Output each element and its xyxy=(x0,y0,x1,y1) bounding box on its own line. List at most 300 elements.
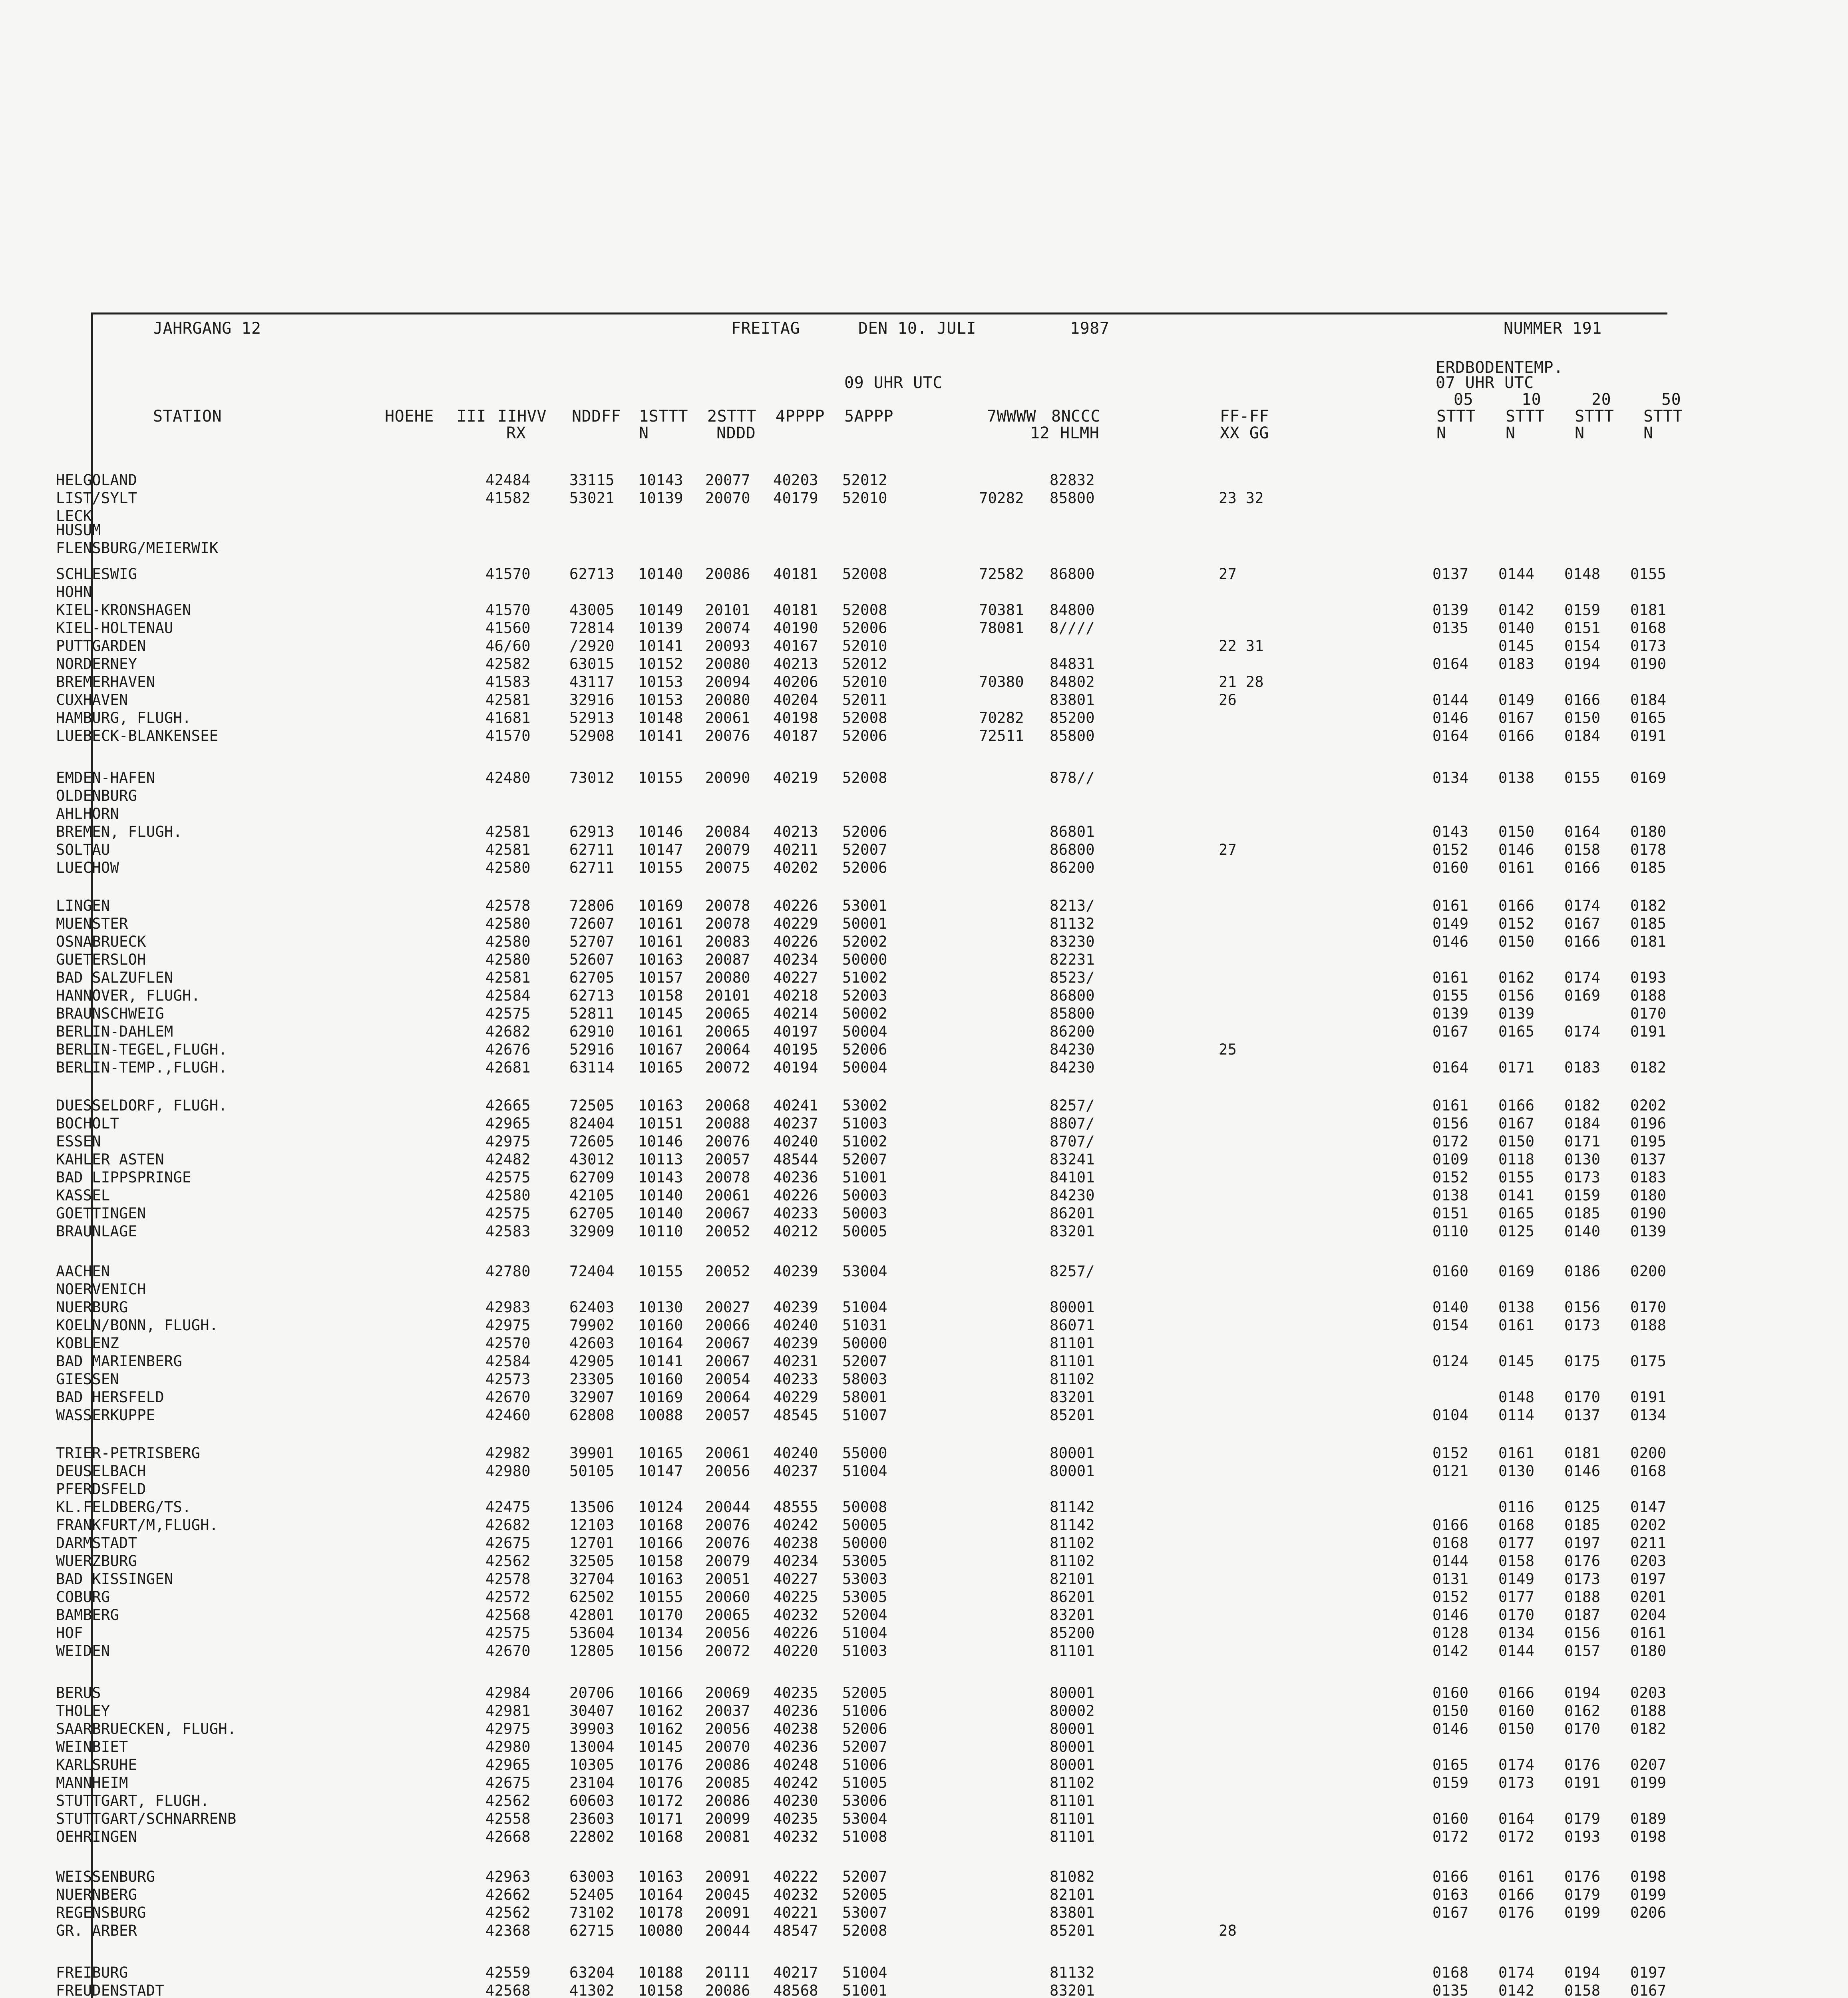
soil-05: 0164 xyxy=(1432,1059,1469,1076)
iihvv: 42575 xyxy=(485,1624,531,1642)
sttt-1: 10147 xyxy=(638,1463,683,1480)
soil-10: 0139 xyxy=(1498,1005,1535,1022)
soil-20: 0176 xyxy=(1564,1552,1601,1570)
station-name: BERLIN-TEMP.,FLUGH. xyxy=(56,1059,227,1076)
station-name: BERLIN-TEGEL,FLUGH. xyxy=(56,1041,227,1058)
iihvv: 42578 xyxy=(485,897,531,914)
ff-ff: 21 28 xyxy=(1219,673,1264,691)
soil-50: 0191 xyxy=(1630,727,1667,744)
soil-50: 0185 xyxy=(1630,859,1667,876)
sttt-2: 20070 xyxy=(705,490,750,507)
sttt-2: 20099 xyxy=(705,1810,750,1827)
year-label: 1987 xyxy=(1070,319,1110,338)
soil-10: 0140 xyxy=(1498,619,1535,637)
soil-05: 0154 xyxy=(1432,1317,1469,1334)
col-subheader-12: 12 xyxy=(1030,424,1050,442)
pppp-4: 40239 xyxy=(773,1335,818,1352)
iihvv: 42580 xyxy=(485,915,531,932)
pppp-4: 48547 xyxy=(773,1922,818,1939)
nddff: 73102 xyxy=(569,1904,615,1921)
nccc-8: 81132 xyxy=(1050,1964,1095,1981)
soil-20: 0185 xyxy=(1564,1205,1601,1222)
soil-05: 0172 xyxy=(1432,1133,1469,1150)
pppp-4: 40233 xyxy=(773,1205,818,1222)
pppp-4: 40227 xyxy=(773,1570,818,1588)
pppp-4: 40167 xyxy=(773,637,818,655)
soil-50: 0200 xyxy=(1630,1263,1667,1280)
appp-5: 52002 xyxy=(842,933,887,950)
pppp-4: 40227 xyxy=(773,969,818,986)
nccc-8: 85800 xyxy=(1050,490,1095,507)
sttt-1: 10161 xyxy=(638,933,683,950)
soil-10: 0145 xyxy=(1498,637,1535,655)
soil-50: 0168 xyxy=(1630,619,1667,637)
soil-05: 0168 xyxy=(1432,1964,1469,1981)
soil-50: 0203 xyxy=(1630,1684,1667,1701)
iihvv: 42682 xyxy=(485,1023,531,1040)
soil-20: 0173 xyxy=(1564,1169,1601,1186)
nddff: 72404 xyxy=(569,1263,615,1280)
nddff: 23104 xyxy=(569,1774,615,1791)
soil-10: 0174 xyxy=(1498,1964,1535,1981)
nddff: 60603 xyxy=(569,1792,615,1809)
sttt-1: 10188 xyxy=(638,1964,683,1981)
nccc-8: 84230 xyxy=(1050,1059,1095,1076)
soil-05: 0124 xyxy=(1432,1353,1469,1370)
soil-05: 0121 xyxy=(1432,1463,1469,1480)
station-name: WEIDEN xyxy=(56,1642,110,1660)
nddff: 53604 xyxy=(569,1624,615,1642)
wwww-7: 70282 xyxy=(979,490,1024,507)
soil-10: 0167 xyxy=(1498,709,1535,726)
soil-50: 0189 xyxy=(1630,1810,1667,1827)
soil-20: 0184 xyxy=(1564,1115,1601,1132)
nddff: 62403 xyxy=(569,1299,615,1316)
nccc-8: 81101 xyxy=(1050,1335,1095,1352)
sttt-1: 10178 xyxy=(638,1904,683,1921)
soil-10: 0125 xyxy=(1498,1223,1535,1240)
sttt-2: 20094 xyxy=(705,673,750,691)
sttt-1: 10163 xyxy=(638,1097,683,1114)
soil-20: 0175 xyxy=(1564,1353,1601,1370)
sttt-2: 20084 xyxy=(705,823,750,840)
depth-50: 50 xyxy=(1661,390,1681,409)
sttt-2: 20044 xyxy=(705,1922,750,1939)
nccc-8: 81102 xyxy=(1050,1774,1095,1791)
soil-20: 0162 xyxy=(1564,1702,1601,1719)
soil-50: 0184 xyxy=(1630,691,1667,708)
nccc-8: 81101 xyxy=(1050,1810,1095,1827)
sttt-2: 20076 xyxy=(705,1516,750,1534)
iihvv: 42682 xyxy=(485,1516,531,1534)
sttt-1: 10162 xyxy=(638,1720,683,1737)
soil-20: 0194 xyxy=(1564,1964,1601,1981)
soil-05: 0144 xyxy=(1432,691,1469,708)
ff-ff: 26 xyxy=(1219,691,1237,708)
appp-5: 53005 xyxy=(842,1588,887,1606)
pppp-4: 40248 xyxy=(773,1756,818,1773)
soil-05: 0146 xyxy=(1432,1720,1469,1737)
station-name: DEUSELBACH xyxy=(56,1463,146,1480)
station-name: AACHEN xyxy=(56,1263,110,1280)
sttt-1: 10156 xyxy=(638,1642,683,1660)
appp-5: 55000 xyxy=(842,1445,887,1462)
soil-50: 0204 xyxy=(1630,1606,1667,1624)
appp-5: 52010 xyxy=(842,673,887,691)
iihvv: 42575 xyxy=(485,1005,531,1022)
station-name: KIEL-HOLTENAU xyxy=(56,619,173,637)
soil-05: 0128 xyxy=(1432,1624,1469,1642)
soil-50: 0198 xyxy=(1630,1828,1667,1845)
soil-10: 0138 xyxy=(1498,1299,1535,1316)
pppp-4: 40187 xyxy=(773,727,818,744)
nccc-8: 82101 xyxy=(1050,1886,1095,1903)
nddff: 62711 xyxy=(569,841,615,858)
soil-05: 0163 xyxy=(1432,1886,1469,1903)
station-name: SAARBRUECKEN, FLUGH. xyxy=(56,1720,237,1737)
sttt-1: 10164 xyxy=(638,1335,683,1352)
nddff: 62502 xyxy=(569,1588,615,1606)
sttt-1: 10088 xyxy=(638,1407,683,1424)
iihvv: 42980 xyxy=(485,1738,531,1755)
nccc-8: 85200 xyxy=(1050,1624,1095,1642)
station-name: GOETTINGEN xyxy=(56,1205,146,1222)
soil-20: 0199 xyxy=(1564,1904,1601,1921)
nddff: 62705 xyxy=(569,969,615,986)
soil-20: 0148 xyxy=(1564,565,1601,583)
sttt-2: 20074 xyxy=(705,619,750,637)
sttt-1: 10155 xyxy=(638,1263,683,1280)
soil-10: 0174 xyxy=(1498,1756,1535,1773)
nccc-8: 80001 xyxy=(1050,1445,1095,1462)
sttt-2: 20056 xyxy=(705,1463,750,1480)
soil-20: 0169 xyxy=(1564,987,1601,1004)
soil-50: 0170 xyxy=(1630,1299,1667,1316)
iihvv: 42965 xyxy=(485,1115,531,1132)
soil-50: 0185 xyxy=(1630,915,1667,932)
pppp-4: 40236 xyxy=(773,1738,818,1755)
sttt-2: 20044 xyxy=(705,1498,750,1516)
soil-10: 0142 xyxy=(1498,1982,1535,1998)
sttt-1: 10080 xyxy=(638,1922,683,1939)
nccc-8: 83230 xyxy=(1050,933,1095,950)
appp-5: 51006 xyxy=(842,1756,887,1773)
nddff: 63204 xyxy=(569,1964,615,1981)
soil-10: 0161 xyxy=(1498,859,1535,876)
soil-50: 0137 xyxy=(1630,1151,1667,1168)
pppp-4: 40218 xyxy=(773,987,818,1004)
appp-5: 52004 xyxy=(842,1606,887,1624)
soil-50: 0165 xyxy=(1630,709,1667,726)
iihvv: 42975 xyxy=(485,1133,531,1150)
pppp-4: 40202 xyxy=(773,859,818,876)
pppp-4: 40235 xyxy=(773,1810,818,1827)
station-name: CUXHAVEN xyxy=(56,691,128,708)
soil-20: 0179 xyxy=(1564,1886,1601,1903)
pppp-4: 40238 xyxy=(773,1534,818,1552)
station-name: PFERDSFELD xyxy=(56,1481,146,1498)
sttt-2: 20037 xyxy=(705,1702,750,1719)
sttt-2: 20067 xyxy=(705,1335,750,1352)
sttt-1: 10166 xyxy=(638,1534,683,1552)
col-header-iii: III xyxy=(457,407,486,426)
pppp-4: 40229 xyxy=(773,915,818,932)
appp-5: 50004 xyxy=(842,1059,887,1076)
sttt-2: 20091 xyxy=(705,1868,750,1885)
sttt-1: 10160 xyxy=(638,1317,683,1334)
pppp-4: 40230 xyxy=(773,1792,818,1809)
soil-10: 0171 xyxy=(1498,1059,1535,1076)
pppp-4: 40239 xyxy=(773,1299,818,1316)
soil-10: 0145 xyxy=(1498,1353,1535,1370)
appp-5: 51003 xyxy=(842,1642,887,1660)
pppp-4: 48545 xyxy=(773,1407,818,1424)
sttt-2: 20070 xyxy=(705,1738,750,1755)
pppp-4: 40181 xyxy=(773,565,818,583)
soil-50: 0178 xyxy=(1630,841,1667,858)
station-name: MANNHEIM xyxy=(56,1774,128,1791)
nddff: /2920 xyxy=(569,637,615,655)
nddff: 72605 xyxy=(569,1133,615,1150)
nccc-8: 81102 xyxy=(1050,1534,1095,1552)
station-name: LUEBECK-BLANKENSEE xyxy=(56,727,219,744)
station-name: BAD LIPPSPRINGE xyxy=(56,1169,191,1186)
soil-50: 0167 xyxy=(1630,1982,1667,1998)
nccc-8: 85800 xyxy=(1050,727,1095,744)
soil-50: 0202 xyxy=(1630,1097,1667,1114)
col-header-stt-10: STTT xyxy=(1506,407,1545,426)
nccc-8: 84101 xyxy=(1050,1169,1095,1186)
nccc-8: 83201 xyxy=(1050,1389,1095,1406)
sttt-1: 10153 xyxy=(638,673,683,691)
iihvv: 42562 xyxy=(485,1792,531,1809)
iihvv: 42582 xyxy=(485,655,531,673)
nddff: 23603 xyxy=(569,1810,615,1827)
appp-5: 51002 xyxy=(842,1133,887,1150)
appp-5: 51004 xyxy=(842,1299,887,1316)
nddff: 62910 xyxy=(569,1023,615,1040)
appp-5: 53006 xyxy=(842,1792,887,1809)
wwww-7: 78081 xyxy=(979,619,1024,637)
soil-20: 0164 xyxy=(1564,823,1601,840)
nccc-8: 8257/ xyxy=(1050,1097,1095,1114)
soil-10: 0134 xyxy=(1498,1624,1535,1642)
nddff: 39903 xyxy=(569,1720,615,1737)
nccc-8: 81142 xyxy=(1050,1498,1095,1516)
sttt-2: 20056 xyxy=(705,1720,750,1737)
sttt-1: 10153 xyxy=(638,691,683,708)
soil-10: 0150 xyxy=(1498,1133,1535,1150)
soil-20: 0181 xyxy=(1564,1445,1601,1462)
station-name: HELGOLAND xyxy=(56,472,137,489)
wwww-7: 70380 xyxy=(979,673,1024,691)
appp-5: 50000 xyxy=(842,1534,887,1552)
appp-5: 52007 xyxy=(842,1868,887,1885)
station-name: BRAUNSCHWEIG xyxy=(56,1005,164,1022)
ff-ff: 22 31 xyxy=(1219,637,1264,655)
pppp-4: 40197 xyxy=(773,1023,818,1040)
soil-50: 0199 xyxy=(1630,1886,1667,1903)
nccc-8: 83801 xyxy=(1050,691,1095,708)
soil-20: 0150 xyxy=(1564,709,1601,726)
soil-05: 0143 xyxy=(1432,823,1469,840)
nccc-8: 8213/ xyxy=(1050,897,1095,914)
col-header-1sttt: 1STTT xyxy=(639,407,688,426)
station-name: NORDERNEY xyxy=(56,655,137,673)
nccc-8: 83241 xyxy=(1050,1151,1095,1168)
appp-5: 51004 xyxy=(842,1624,887,1642)
wwww-7: 70381 xyxy=(979,601,1024,619)
sttt-2: 20088 xyxy=(705,1115,750,1132)
pppp-4: 48555 xyxy=(773,1498,818,1516)
nccc-8: 86800 xyxy=(1050,987,1095,1004)
soil-50: 0200 xyxy=(1630,1445,1667,1462)
sttt-1: 10140 xyxy=(638,1205,683,1222)
soil-05: 0146 xyxy=(1432,933,1469,950)
soil-10: 0158 xyxy=(1498,1552,1535,1570)
station-name: SOLTAU xyxy=(56,841,110,858)
pppp-4: 40241 xyxy=(773,1097,818,1114)
sttt-2: 20066 xyxy=(705,1317,750,1334)
soil-10: 0156 xyxy=(1498,987,1535,1004)
soil-10: 0130 xyxy=(1498,1463,1535,1480)
sttt-2: 20076 xyxy=(705,1133,750,1150)
col-subheader-n-50: N xyxy=(1643,424,1653,442)
station-name: FRANKFURT/M,FLUGH. xyxy=(56,1516,219,1534)
nddff: 13506 xyxy=(569,1498,615,1516)
appp-5: 50001 xyxy=(842,915,887,932)
soil-05: 0172 xyxy=(1432,1828,1469,1845)
pppp-4: 40237 xyxy=(773,1463,818,1480)
col-header-2sttt: 2STTT xyxy=(707,407,756,426)
iihvv: 42581 xyxy=(485,841,531,858)
soil-20: 0183 xyxy=(1564,1059,1601,1076)
pppp-4: 40220 xyxy=(773,1642,818,1660)
soil-50: 0198 xyxy=(1630,1868,1667,1885)
soil-20: 0179 xyxy=(1564,1810,1601,1827)
soil-50: 0183 xyxy=(1630,1169,1667,1186)
soil-05: 0146 xyxy=(1432,1606,1469,1624)
nccc-8: 81132 xyxy=(1050,915,1095,932)
pppp-4: 40214 xyxy=(773,1005,818,1022)
pppp-4: 40181 xyxy=(773,601,818,619)
iihvv: 42575 xyxy=(485,1205,531,1222)
soil-05: 0166 xyxy=(1432,1516,1469,1534)
sttt-1: 10164 xyxy=(638,1886,683,1903)
pppp-4: 40239 xyxy=(773,1263,818,1280)
appp-5: 53007 xyxy=(842,1904,887,1921)
appp-5: 52008 xyxy=(842,601,887,619)
col-subheader-n-20: N xyxy=(1575,424,1585,442)
nccc-8: 82101 xyxy=(1050,1570,1095,1588)
soil-50: 0193 xyxy=(1630,969,1667,986)
soil-05: 0134 xyxy=(1432,769,1469,786)
station-name: GUETERSLOH xyxy=(56,951,146,968)
sttt-1: 10165 xyxy=(638,1445,683,1462)
sttt-2: 20083 xyxy=(705,933,750,950)
soil-05: 0160 xyxy=(1432,1810,1469,1827)
appp-5: 50000 xyxy=(842,951,887,968)
soil-05: 0167 xyxy=(1432,1023,1469,1040)
nccc-8: 86800 xyxy=(1050,565,1095,583)
soil-50: 0195 xyxy=(1630,1133,1667,1150)
soil-20: 0146 xyxy=(1564,1463,1601,1480)
pppp-4: 40236 xyxy=(773,1702,818,1719)
nddff: 30407 xyxy=(569,1702,615,1719)
col-header-stt-50: STTT xyxy=(1643,407,1683,426)
sttt-1: 10158 xyxy=(638,1982,683,1998)
soil-10: 0166 xyxy=(1498,897,1535,914)
iihvv: 42675 xyxy=(485,1534,531,1552)
soil-10: 0155 xyxy=(1498,1169,1535,1186)
sttt-2: 20067 xyxy=(705,1205,750,1222)
soil-05: 0165 xyxy=(1432,1756,1469,1773)
sttt-1: 10169 xyxy=(638,1389,683,1406)
soil-50: 0175 xyxy=(1630,1353,1667,1370)
pppp-4: 40198 xyxy=(773,709,818,726)
pppp-4: 40234 xyxy=(773,1552,818,1570)
soil-10: 0148 xyxy=(1498,1389,1535,1406)
iihvv: 42482 xyxy=(485,1151,531,1168)
wwww-7: 72511 xyxy=(979,727,1024,744)
pppp-4: 40211 xyxy=(773,841,818,858)
issue-number: NUMMER 191 xyxy=(1504,319,1602,338)
nddff: 32909 xyxy=(569,1223,615,1240)
soil-temp-time: 07 UHR UTC xyxy=(1436,374,1534,392)
pppp-4: 40226 xyxy=(773,1187,818,1204)
soil-20: 0174 xyxy=(1564,969,1601,986)
weekday-label: FREITAG xyxy=(731,319,800,338)
sttt-2: 20061 xyxy=(705,1445,750,1462)
soil-05: 0110 xyxy=(1432,1223,1469,1240)
pppp-4: 40233 xyxy=(773,1371,818,1388)
station-name: KOELN/BONN, FLUGH. xyxy=(56,1317,219,1334)
soil-05: 0142 xyxy=(1432,1642,1469,1660)
station-name: KASSEL xyxy=(56,1187,110,1204)
station-name: HOF xyxy=(56,1624,83,1642)
soil-05: 0167 xyxy=(1432,1904,1469,1921)
soil-20: 0159 xyxy=(1564,601,1601,619)
station-name: FLENSBURG/MEIERWIK xyxy=(56,539,219,557)
nddff: 50105 xyxy=(569,1463,615,1480)
soil-50: 0180 xyxy=(1630,823,1667,840)
nccc-8: 81101 xyxy=(1050,1792,1095,1809)
soil-50: 0199 xyxy=(1630,1774,1667,1791)
pppp-4: 40226 xyxy=(773,897,818,914)
soil-10: 0168 xyxy=(1498,1516,1535,1534)
nddff: 32505 xyxy=(569,1552,615,1570)
nccc-8: 84230 xyxy=(1050,1041,1095,1058)
sttt-2: 20051 xyxy=(705,1570,750,1588)
iihvv: 42983 xyxy=(485,1299,531,1316)
appp-5: 52007 xyxy=(842,1151,887,1168)
iihvv: 46/60 xyxy=(485,637,531,655)
nddff: 12805 xyxy=(569,1642,615,1660)
iihvv: 42580 xyxy=(485,1187,531,1204)
pppp-4: 40219 xyxy=(773,769,818,786)
soil-05: 0155 xyxy=(1432,987,1469,1004)
soil-05: 0137 xyxy=(1432,565,1469,583)
soil-50: 0202 xyxy=(1630,1516,1667,1534)
soil-50: 0206 xyxy=(1630,1904,1667,1921)
pppp-4: 40221 xyxy=(773,1904,818,1921)
soil-05: 0152 xyxy=(1432,1588,1469,1606)
station-name: MUENSTER xyxy=(56,915,128,932)
appp-5: 58001 xyxy=(842,1389,887,1406)
pppp-4: 40240 xyxy=(773,1133,818,1150)
col-header-ff: FF-FF xyxy=(1220,407,1269,426)
soil-50: 0188 xyxy=(1630,1702,1667,1719)
